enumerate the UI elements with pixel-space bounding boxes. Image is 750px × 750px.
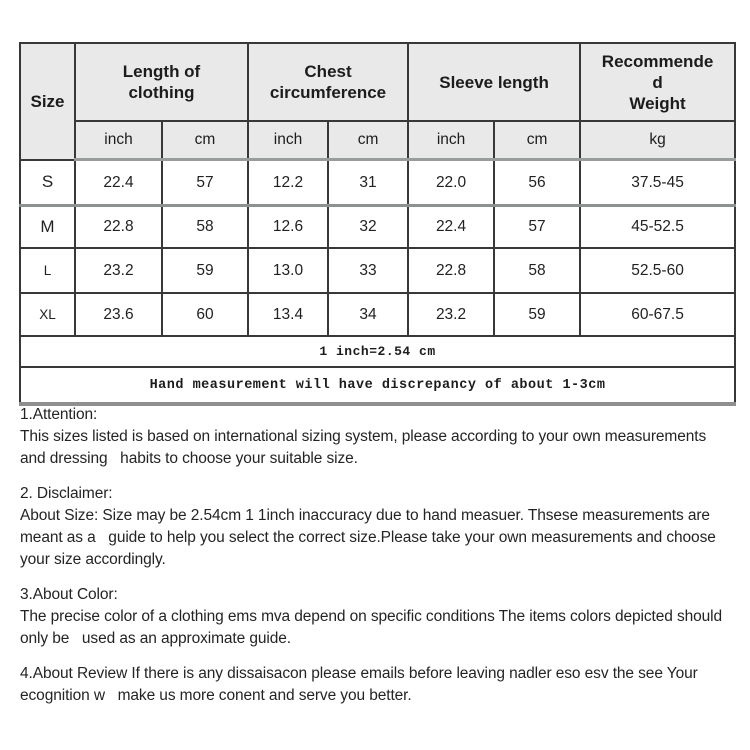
cell-value: 58 (494, 248, 580, 293)
cell-value: 60 (162, 293, 248, 336)
cell-value: 22.4 (408, 206, 494, 249)
cell-value: 23.2 (408, 293, 494, 336)
paragraph-about-review (20, 663, 738, 707)
cell-value: 59 (162, 248, 248, 293)
table-row-size-m (20, 206, 735, 249)
note-text: 1 inch=2.54 cm (20, 336, 735, 367)
paragraph-disclaimer (20, 483, 738, 571)
table-note-inch-conversion (20, 336, 735, 367)
cell-value: 32 (328, 206, 408, 249)
paragraph-line: your size accordingly. (20, 551, 166, 568)
table-units-row (20, 121, 735, 160)
unit-header: kg (580, 121, 735, 160)
paragraph-line: ecognition w make us more conent and serve you better. (20, 687, 412, 704)
cell-value: 57 (162, 160, 248, 206)
column-header-size: Size (20, 43, 75, 160)
cell-value: 52.5-60 (580, 248, 735, 293)
size-value: M (20, 206, 75, 249)
cell-value: 23.6 (75, 293, 162, 336)
cell-value: 45-52.5 (580, 206, 735, 249)
cell-value: 23.2 (75, 248, 162, 293)
column-header-chest-circumference: Chest circumference (248, 43, 408, 121)
paragraph-line: The precise color of a clothing ems mva depend on specific conditions The items colors depicted should (20, 608, 723, 625)
unit-header: cm (328, 121, 408, 160)
column-header-length-of-clothing: Length of clothing (75, 43, 248, 121)
size-value: XL (20, 293, 75, 336)
cell-value: 13.4 (248, 293, 328, 336)
paragraph-line: 4.About Review If there is any dissaisacon please emails before leaving nadler eso esv the see Your (20, 665, 698, 682)
paragraph-line: 1.Attention: (20, 406, 98, 423)
cell-value: 22.4 (75, 160, 162, 206)
cell-value: 57 (494, 206, 580, 249)
cell-value: 34 (328, 293, 408, 336)
table-note-hand-measurement (20, 367, 735, 404)
unit-header: inch (248, 121, 328, 160)
unit-header: inch (408, 121, 494, 160)
cell-value: 31 (328, 160, 408, 206)
paragraph-about-color (20, 584, 738, 650)
paragraph-attention (20, 404, 738, 470)
cell-value: 56 (494, 160, 580, 206)
cell-value: 22.0 (408, 160, 494, 206)
column-header-sleeve-length: Sleeve length (408, 43, 580, 121)
table-header-row (20, 43, 735, 121)
unit-header: inch (75, 121, 162, 160)
table-row-size-xl (20, 293, 735, 336)
unit-header: cm (494, 121, 580, 160)
paragraph-line: meant as a guide to help you select the correct size.Please take your own measurements and choose (20, 529, 716, 546)
paragraph-line: only be used as an approximate guide. (20, 630, 291, 647)
table-row-size-s (20, 160, 735, 206)
cell-value: 12.2 (248, 160, 328, 206)
cell-value: 33 (328, 248, 408, 293)
note-text: Hand measurement will have discrepancy of about 1-3cm (20, 367, 735, 404)
size-chart-table (19, 42, 736, 406)
cell-value: 60-67.5 (580, 293, 735, 336)
size-value: S (20, 160, 75, 206)
size-value: L (20, 248, 75, 293)
cell-value: 59 (494, 293, 580, 336)
unit-header: cm (162, 121, 248, 160)
paragraph-line: This sizes listed is based on international sizing system, please according to your own measurements (20, 428, 707, 445)
cell-value: 37.5-45 (580, 160, 735, 206)
column-header-recommended-weight: Recommende d Weight (580, 43, 735, 121)
paragraph-line: 3.About Color: (20, 586, 118, 603)
cell-value: 58 (162, 206, 248, 249)
paragraph-line: About Size: Size may be 2.54cm 1 1inch inaccuracy due to hand measuer. Thsese measurements are (20, 507, 710, 524)
cell-value: 22.8 (75, 206, 162, 249)
paragraph-line: 2. Disclaimer: (20, 485, 113, 502)
cell-value: 13.0 (248, 248, 328, 293)
table-row-size-l (20, 248, 735, 293)
paragraph-line: and dressing habits to choose your suitable size. (20, 450, 358, 467)
notes-section (20, 404, 738, 720)
cell-value: 22.8 (408, 248, 494, 293)
cell-value: 12.6 (248, 206, 328, 249)
